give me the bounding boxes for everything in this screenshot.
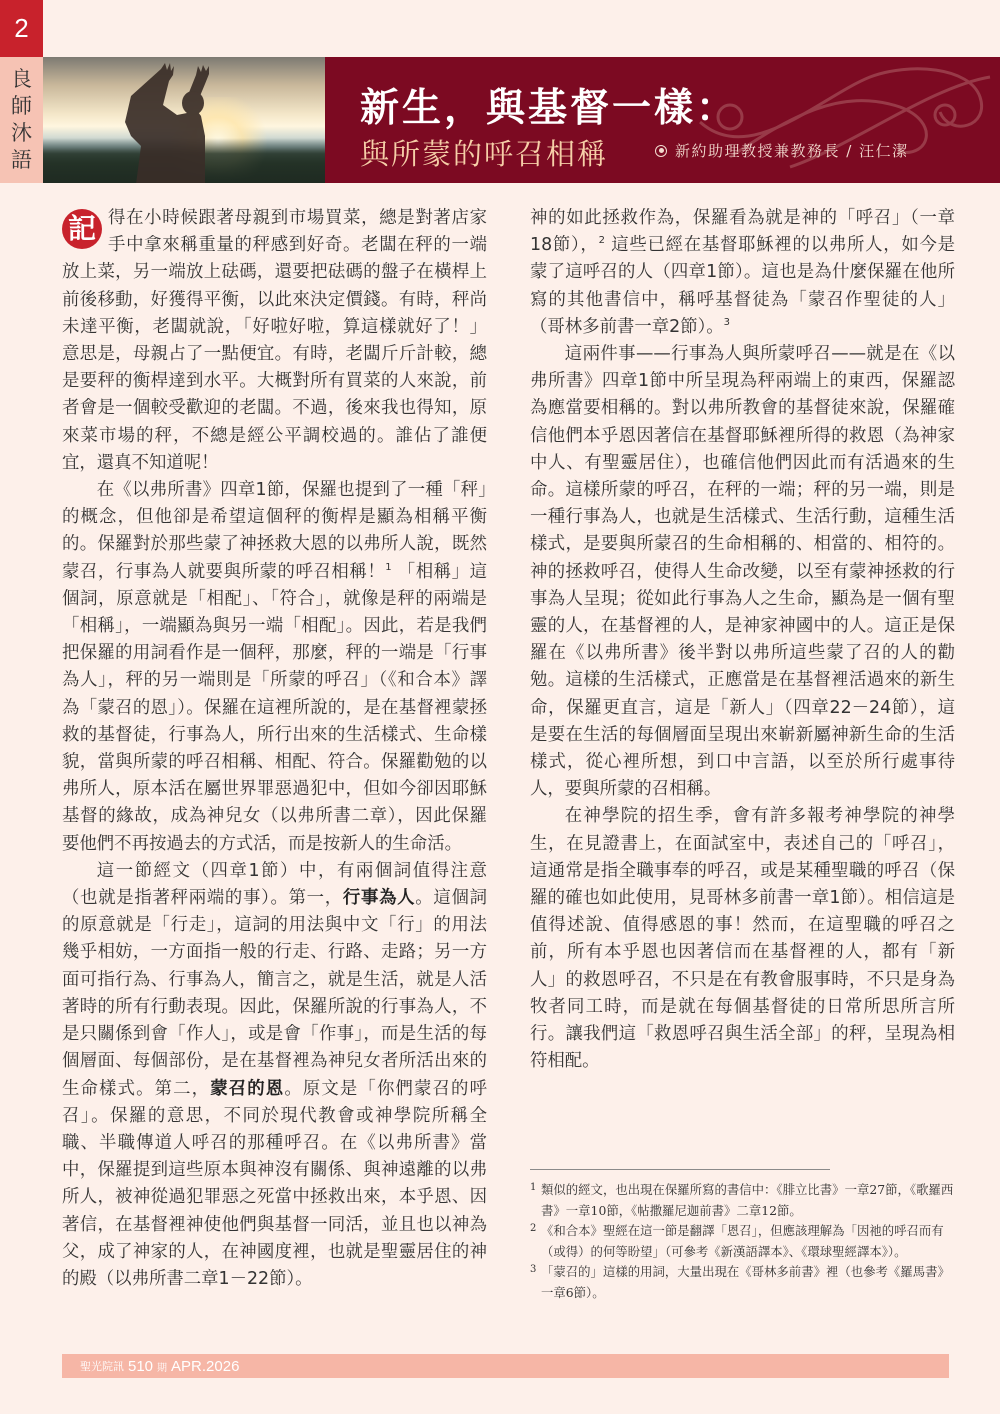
footnote-divider [530, 1169, 830, 1170]
footnote-ref[interactable]: 3 [723, 317, 731, 329]
paragraph [530, 205, 955, 341]
paragraph-text: 「相稱」這個詞，原意就是「相配」、「符合」，就像是秤的兩端是「相稱」，一端顯為與另一端「相配」。因此，若是我們把保羅的用詞看作是一個秤，那麼，秤的一端是「行事為人」，秤的另一端則是「所蒙的呼召」（《和合本》譯為「蒙召的恩」）。保羅在這裡所說的，是在基督裡蒙拯救的基督徒，行事為人，所行出來的生活樣式、生命樣貌，當與所蒙的呼召相稱、相配、符合。保羅勸勉的以弗所人，原本活在屬世界罪惡過犯中，但如今卻因耶穌基督的緣故，成為神兒女（以弗所書二章），因此保羅要他們不再按過去的方式活，而是按新人的生命活。 [62, 561, 487, 854]
person-silhouette-icon [43, 57, 325, 183]
footnote-number: 3 [530, 1264, 537, 1275]
article-column-right [530, 205, 955, 1076]
article-subtitle: 與所蒙的呼召相稱 [360, 137, 609, 171]
paragraph-text: 這一節經文（四章1節）中，有兩個詞值得注意（也就是指著秤兩端的事）。第一， [62, 860, 487, 909]
issue-number: 510 [128, 1357, 154, 1375]
footnote-item [530, 1221, 960, 1262]
paragraph [62, 858, 487, 1293]
section-tab-char: 語 [11, 148, 32, 172]
dropcap: 記 [62, 209, 102, 249]
footnotes [530, 1180, 960, 1303]
paragraph-text: 。原文是「你們蒙召的呼召」。保羅的意思，不同於現代教會或神學院所稱全職、半職傳道人呼召的那種呼召。在《以弗所書》當中，保羅提到這些原本與神沒有關係、與神遠離的以弗所人，被神從過犯罪惡之死當中拯救出來，本乎恩、因著信，在基督裡神使他們與基督一同活，並且也以神為父，成了神家的人，在神國度裡，也就是聖靈居住的神的殿（以弗所書二章1－22節）。 [62, 1078, 487, 1289]
article-title: 新生，與基督一樣： [360, 86, 739, 131]
footnote-text: 類似的經文，也出現在保羅所寫的書信中：《腓立比書》一章27節，《歌羅西書》一章10節，《帖撒羅尼迦前書》二章12節。 [541, 1182, 954, 1218]
banner-title-area [325, 57, 1000, 183]
paragraph-text: 神的如此拯救作為，保羅看為就是神的「呼召」（一章18節）， [530, 208, 955, 256]
page-number-text: 2 [14, 13, 29, 43]
paragraph [530, 803, 955, 1075]
footer-bar [62, 1354, 949, 1378]
author-byline [655, 140, 909, 161]
section-tab-char: 師 [11, 94, 32, 118]
section-tab [0, 57, 43, 183]
paragraph-text: 在《以弗所書》四章1節，保羅也提到了一種「秤」的概念，但他卻是希望這個秤的衡桿是顯為相稱平衡的。保羅對於那些蒙了神拯救大恩的以弗所人說，既然蒙召，行事為人就要與所蒙的呼召相稱！ [62, 480, 487, 582]
paragraph [62, 477, 487, 858]
paragraph-text: 得在小時候跟著母親到市場買菜，總是對著店家手中拿來稱重量的秤感到好奇。老闆在秤的一端放上菜，另一端放上砝碼，還要把砝碼的盤子在橫桿上前後移動，好獲得平衡，以此來決定價錢。有時，秤尚未達平衡，老闆就說，「好啦好啦，算這樣就好了！」意思是，母親占了一點便宜。有時，老闆斤斤計較，總是要秤的衡桿達到水平。大概對所有買菜的人來說，前者會是一個較受歡迎的老闆。不過，後來我也得知，原來菜市場的秤，不總是經公平調校過的。誰佔了誰便宜，還真不知道呢！ [62, 208, 487, 473]
article-column-left [62, 205, 487, 1293]
footnote-ref[interactable]: 1 [385, 561, 392, 573]
footnote-number: 1 [530, 1182, 537, 1193]
paragraph-text: 這兩件事——行事為人與所蒙呼召——就是在《以弗所書》四章1節中所呈現為秤兩端上的東西，保羅認為應當要相稱的。對以弗所教會的基督徒來說，保羅確信他們本乎恩因著信在基督耶穌裡所得的救恩（為神家中人、有聖靈居住），也確信他們因此而有活過來的生命。這樣所蒙的呼召，在秤的一端；秤的另一端，則是一種行事為人，也就是生活樣式、生活行動，這種生活樣式，是要與所蒙召的生命相稱的、相當的、相符的。神的拯救呼召，使得人生命改變，以至有蒙神拯救的行事為人呈現；從如此行事為人之生命，顯為是一個有聖靈的人，在基督裡的人，是神家神國中的人。這正是保羅在《以弗所書》後半對以弗所這些蒙了召的人的勸勉。這樣的生活樣式，正應當是在基督裡活過來的新生命，保羅更直言，這是「新人」（四章22－24節），這是要在生活的每個層面呈現出來嶄新屬神新生命的生活樣式，從心裡所想，到口中言語，以至於所行處事待人，要與所蒙的召相稱。 [530, 344, 955, 800]
bullet-icon [655, 145, 667, 157]
emphasis-term: 行事為人 [342, 888, 416, 909]
paragraph [530, 341, 955, 803]
footnote-ref[interactable]: 2 [598, 235, 605, 247]
section-tab-char: 沐 [11, 121, 32, 145]
footnote-number: 2 [530, 1223, 537, 1234]
article-banner [43, 57, 1000, 183]
author-text: 新約助理教授兼教務長 / 汪仁潔 [675, 142, 909, 160]
page-number [0, 0, 43, 57]
paragraph-text: 這些已經在基督耶穌裡的以弗所人，如今是蒙了這呼召的人（四章1節）。這也是為什麼保羅在他所寫的其他書信中，稱呼基督徒為「蒙召作聖徒的人」（哥林多前書一章2節）。 [530, 235, 956, 337]
paragraph-text: 。這個詞的原意就是「行走」，這詞的用法與中文「行」的用法幾乎相妨，一方面指一般的行走、行路、走路；另一方面可指行為、行事為人，簡言之，就是生活，就是人活著時的所有行動表現。因此，保羅所說的行事為人，不是只關係到會「作人」，或是會「作事」，而是生活的每個層面、每個部份，是在基督裡為神兒女者所活出來的生命樣式。第二， [62, 888, 487, 1099]
issue-date: APR.2026 [171, 1357, 240, 1375]
footnote-item [530, 1180, 960, 1221]
emphasis-term: 蒙召的恩 [210, 1078, 285, 1099]
banner-photo-raised-hands [43, 57, 325, 183]
section-tab-char: 良 [11, 67, 32, 91]
footnote-text: 《和合本》聖經在這一節是翻譯「恩召」，但應該理解為「因祂的呼召而有（或得）的何等盼望」（可參考《新漢語譯本》、《環球聖經譯本》）。 [541, 1223, 944, 1259]
publication-name: 聖光院訊 [80, 1360, 124, 1373]
issue-suffix: 期 [157, 1362, 168, 1374]
footnote-text: 「蒙召的」這樣的用詞，大量出現在《哥林多前書》裡（也參考《羅馬書》一章6節）。 [541, 1264, 950, 1300]
paragraph [62, 205, 487, 477]
footnote-item [530, 1262, 960, 1303]
paragraph-text: 在神學院的招生季，會有許多報考神學院的神學生，在見證書上，在面試室中，表述自己的「呼召」，這通常是指全職事奉的呼召，或是某種聖職的呼召（保羅的確也如此使用，見哥林多前書一章1節）。相信這是值得述說、值得感恩的事！然而，在這聖職的呼召之前，所有本乎恩也因著信而在基督裡的人，都有「新人」的救恩呼召，不只是在有教會服事時，不只是身為牧者同工時，而是就在每個基督徒的日常所思所言所行。讓我們這「救恩呼召與生活全部」的秤，呈現為相符相配。 [530, 806, 955, 1072]
